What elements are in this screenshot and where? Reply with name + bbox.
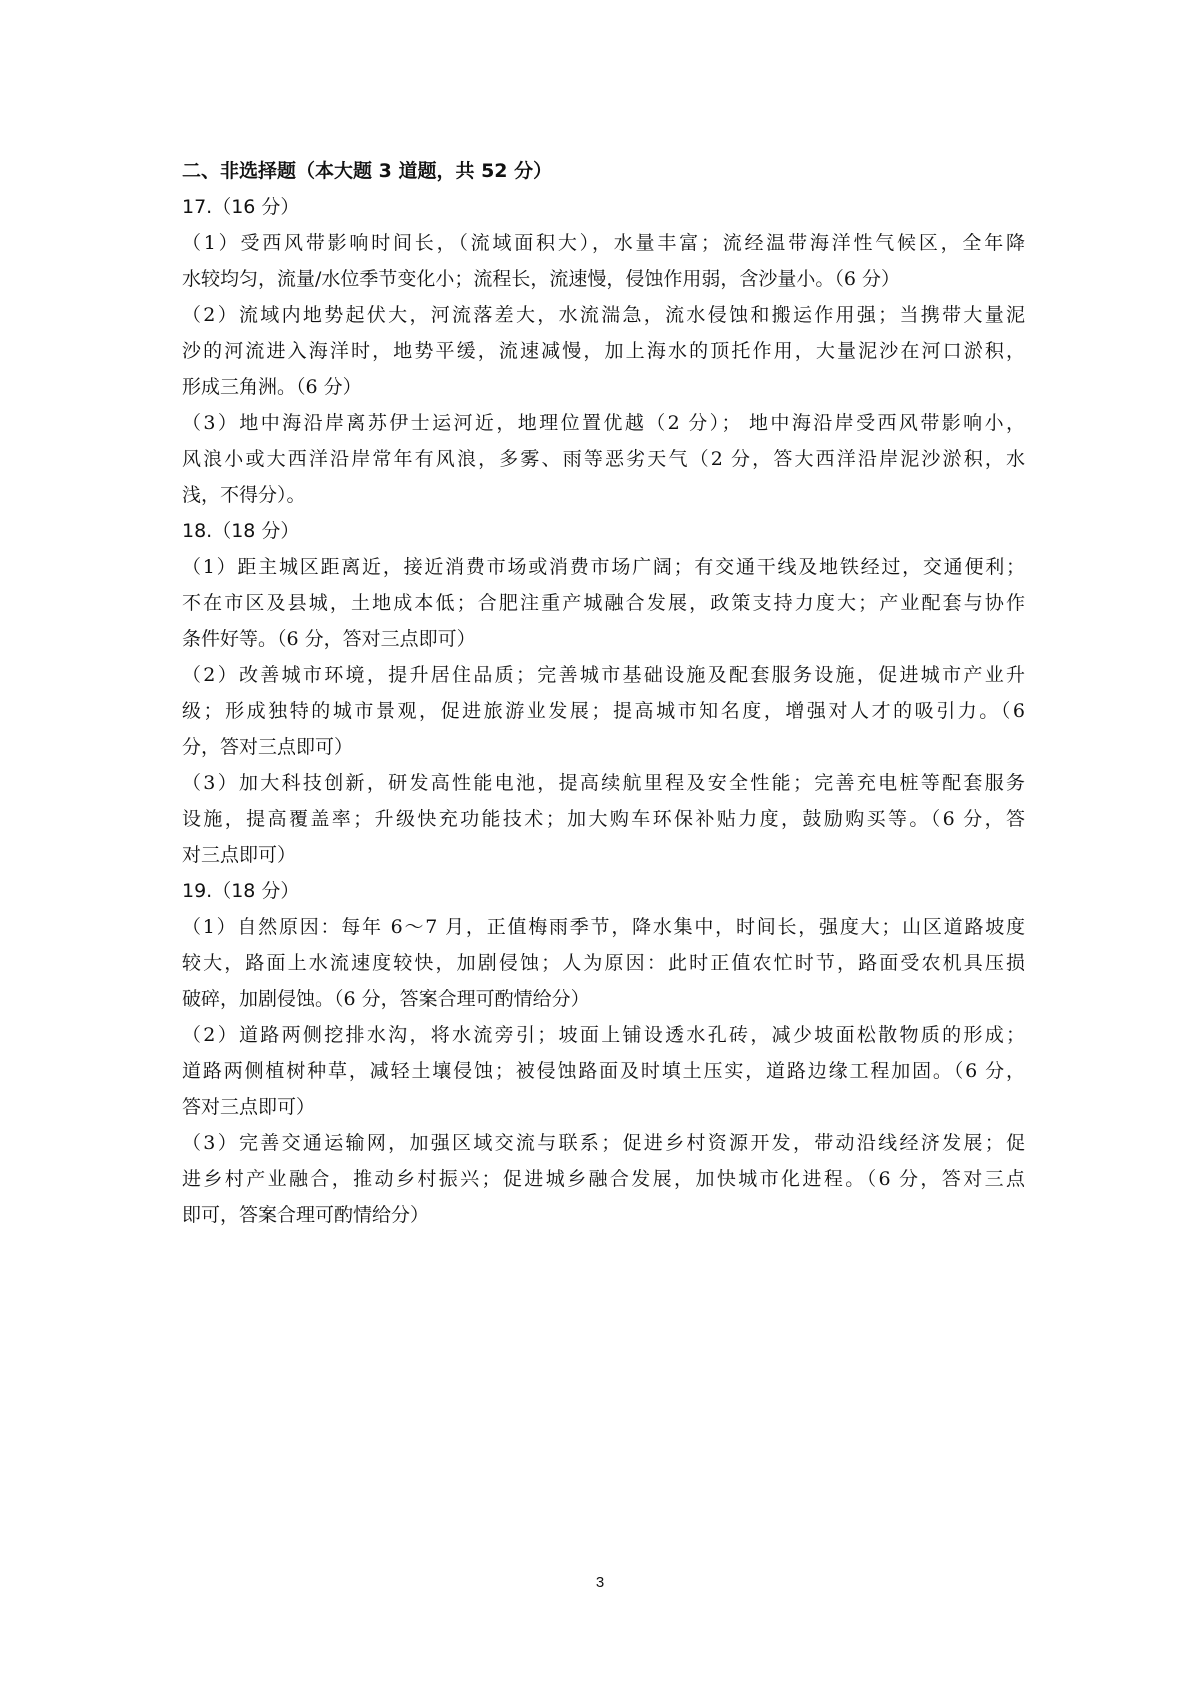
question-header: 19.（18 分）	[182, 880, 300, 902]
answer-line: （3）地中海沿岸离苏伊士运河近，地理位置优越（2 分）； 地中海沿岸受西风带影响小，	[182, 412, 1025, 434]
answer-line: 分，答对三点即可）	[182, 736, 354, 758]
answer-18-3	[182, 765, 1025, 873]
answer-line: 级；形成独特的城市景观，促进旅游业发展；提高城市知名度，增强对人才的吸引力。（6	[182, 700, 1025, 722]
section-title: 二、非选择题（本大题 3 道题，共 52 分）	[182, 160, 553, 182]
answer-content	[182, 153, 1025, 1233]
answer-19-3	[182, 1125, 1025, 1233]
answer-line: 形成三角洲。（6 分）	[182, 376, 362, 398]
answer-19-1	[182, 909, 1025, 1017]
answer-line: （2）道路两侧挖排水沟，将水流旁引；坡面上铺设透水孔砖，减少坡面松散物质的形成；	[182, 1024, 1025, 1046]
answer-line: 条件好等。（6 分，答对三点即可）	[182, 628, 476, 650]
answer-line: 设施，提高覆盖率；升级快充功能技术；加大购车环保补贴力度，鼓励购买等。（6 分，答	[182, 808, 1025, 830]
answer-line: 道路两侧植树种草，减轻土壤侵蚀；被侵蚀路面及时填土压实，道路边缘工程加固。（6 分，	[182, 1060, 1025, 1082]
answer-line: 进乡村产业融合，推动乡村振兴；促进城乡融合发展，加快城市化进程。（6 分，答对三点	[182, 1168, 1025, 1190]
answer-18-2	[182, 657, 1025, 765]
answer-line: （1）自然原因：每年 6～7 月，正值梅雨季节，降水集中，时间长，强度大；山区道路坡度	[182, 916, 1025, 938]
answer-line: 答对三点即可）	[182, 1096, 316, 1118]
answer-line: 风浪小或大西洋沿岸常年有风浪，多雾、雨等恶劣天气（2 分，答大西洋沿岸泥沙淤积，水	[182, 448, 1025, 470]
answer-line: （2）改善城市环境，提升居住品质；完善城市基础设施及配套服务设施，促进城市产业升	[182, 664, 1025, 686]
answer-19-2	[182, 1017, 1025, 1125]
answer-line: 沙的河流进入海洋时，地势平缓，流速减慢，加上海水的顶托作用，大量泥沙在河口淤积，	[182, 340, 1025, 362]
question-17	[182, 189, 1025, 513]
answer-line: 对三点即可）	[182, 844, 297, 866]
answer-18-1	[182, 549, 1025, 657]
answer-line: 破碎，加剧侵蚀。（6 分，答案合理可酌情给分）	[182, 988, 590, 1010]
answer-17-3	[182, 405, 1025, 513]
page-number: 3	[595, 1574, 605, 1591]
question-19	[182, 873, 1025, 1233]
answer-line: （1）受西风带影响时间长，（流域面积大），水量丰富；流经温带海洋性气候区，全年降	[182, 232, 1025, 254]
answer-line: 即可，答案合理可酌情给分）	[182, 1204, 430, 1226]
answer-17-1	[182, 225, 1025, 297]
question-header: 17.（16 分）	[182, 196, 300, 218]
question-18	[182, 513, 1025, 873]
answer-line: （3）完善交通运输网，加强区域交流与联系；促进乡村资源开发，带动沿线经济发展；促	[182, 1132, 1025, 1154]
answer-17-2	[182, 297, 1025, 405]
answer-line: 不在市区及县城，土地成本低；合肥注重产城融合发展，政策支持力度大；产业配套与协作	[182, 592, 1025, 614]
answer-line: （3）加大科技创新，研发高性能电池，提高续航里程及安全性能；完善充电桩等配套服务	[182, 772, 1025, 794]
answer-line: （1）距主城区距离近，接近消费市场或消费市场广阔；有交通干线及地铁经过，交通便利；	[182, 556, 1025, 578]
question-header: 18.（18 分）	[182, 520, 300, 542]
answer-line: （2）流域内地势起伏大，河流落差大，水流湍急，流水侵蚀和搬运作用强；当携带大量泥	[182, 304, 1025, 326]
answer-line: 较大，路面上水流速度较快，加剧侵蚀；人为原因：此时正值农忙时节，路面受农机具压损	[182, 952, 1025, 974]
answer-line: 浅，不得分）。	[182, 484, 306, 506]
answer-line: 水较均匀，流量/水位季节变化小；流程长，流速慢，侵蚀作用弱，含沙量小。（6 分）	[182, 268, 901, 290]
